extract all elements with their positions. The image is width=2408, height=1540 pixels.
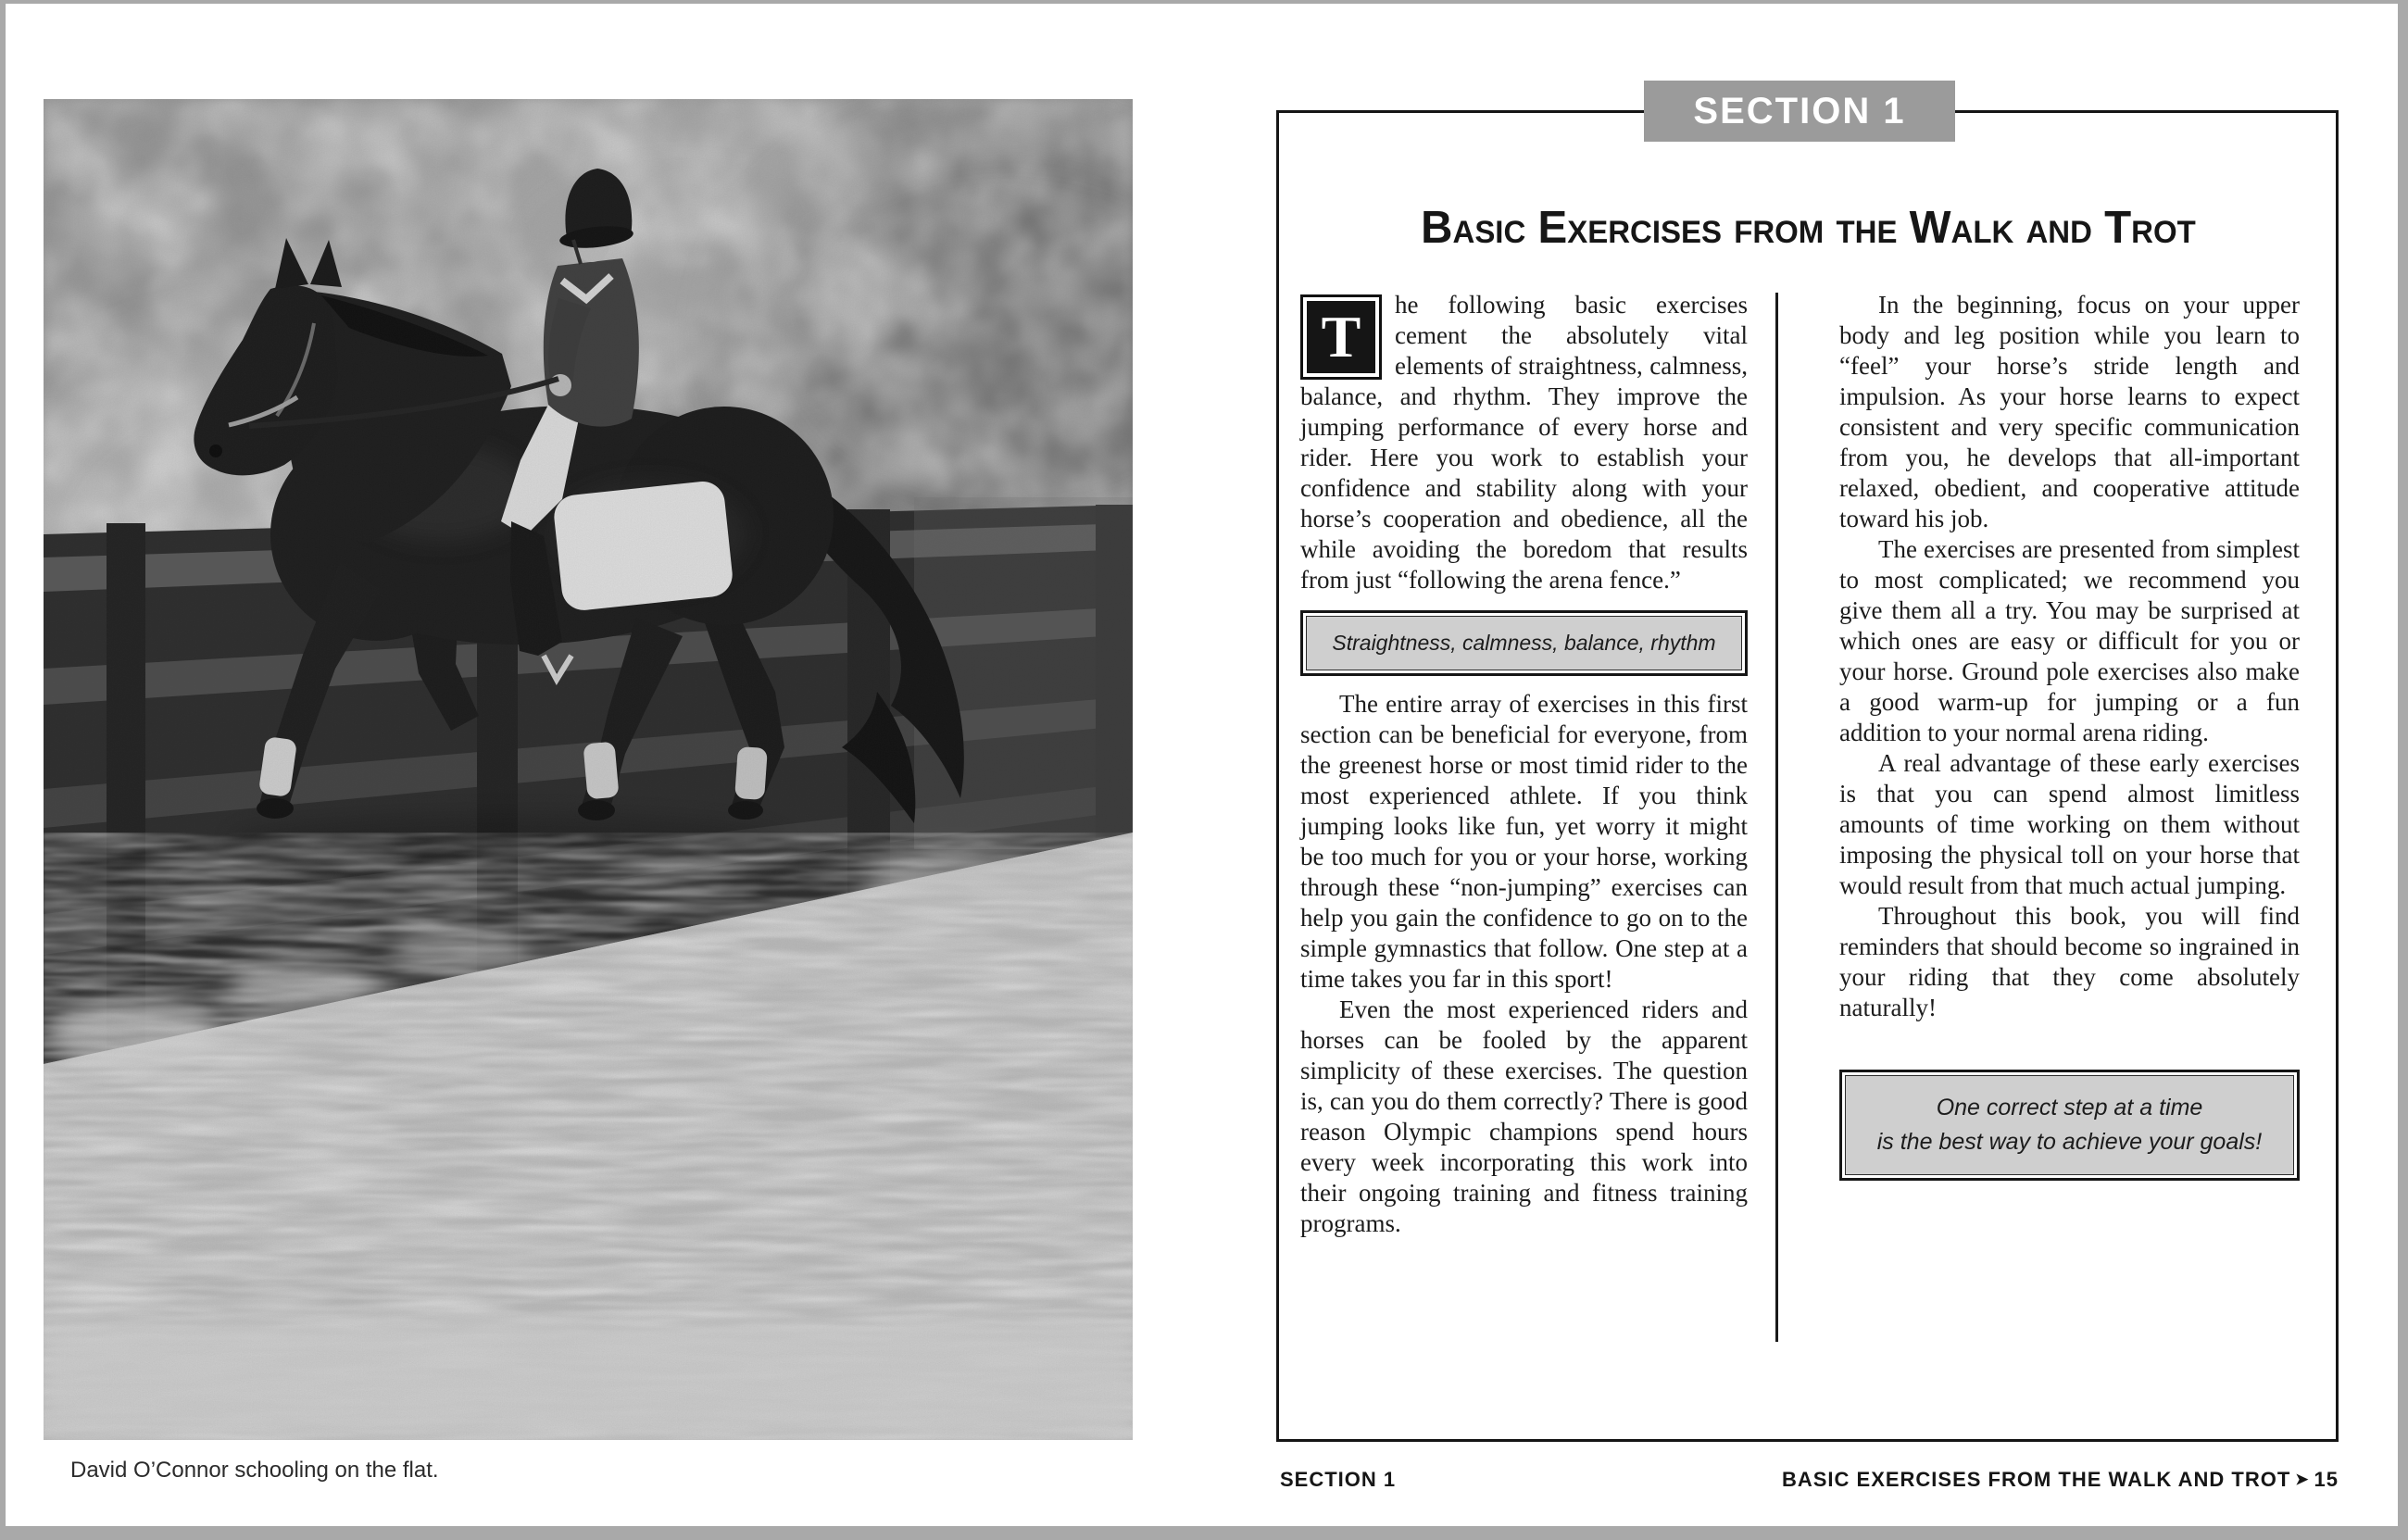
running-footer-section: SECTION 1 (1280, 1468, 1397, 1491)
photo-caption: David O’Connor schooling on the flat. (70, 1458, 439, 1483)
drop-cap-letter: T (1307, 301, 1375, 373)
frame-border-left (0, 0, 6, 1540)
running-footer-title (1782, 1468, 2339, 1492)
section-title: Basic Exercises from the Walk and Trot (1421, 203, 2196, 253)
frame-border-right (2398, 0, 2408, 1540)
column-divider (1775, 293, 1778, 1342)
text-column-right (1839, 290, 2300, 1181)
quote-box (1839, 1070, 2300, 1181)
paragraph: In the beginning, focus on your upper body and leg position while you learn to “feel” your horse’s stride length and impulsion. As your horse learns to expect consistent and very specific communication from you, he develops that all-important relaxed, obedient, and cooperative attitude toward his job. (1839, 291, 2300, 532)
horse-photo (44, 99, 1133, 1440)
paragraph: The exercises are presented from simplest to most complicated; we recommend you give them all a try. You may be surprised at which ones are easy or difficult for you or your horse. Ground pole exercises also make a good warm-up for jumping or a fun addition to your normal arena riding. (1839, 535, 2300, 746)
paragraph: Throughout this book, you will find reminders that should become so ingrained in your riding that they come absolutely naturally! (1839, 902, 2300, 1021)
paragraph: The entire array of exercises in this first section can be beneficial for everyone, from the greenest horse or most timid rider to the most experienced athlete. If you think jumping looks like fun, yet worry it might be too much for you or your horse, working through these “non-jumping” exercises can help you gain the confidence to go on to the simple gymnastics that follow. One step at a time takes you far in this sport! (1300, 690, 1748, 993)
photo-grain (44, 99, 1133, 1440)
paragraph: A real advantage of these early exercises is that you can spend almost limitless amounts of time working on them without imposing the physical toll on your horse that would result from that much actual jumping. (1839, 749, 2300, 899)
quote-line-2: is the best way to achieve your goals! (1876, 1129, 2263, 1155)
paragraph (1300, 290, 1748, 595)
callout-box (1300, 610, 1748, 676)
frame-border-top (0, 0, 2408, 4)
drop-cap (1300, 294, 1382, 380)
quote-line-1: One correct step at a time (1936, 1095, 2203, 1121)
horse-photo-illustration (44, 99, 1133, 1440)
footer-title-text: BASIC EXERCISES FROM THE WALK AND TROT (1781, 1468, 2291, 1491)
page-number: 15 (2314, 1468, 2339, 1491)
paragraph: Even the most experienced riders and horses can be fooled by the apparent simplicity of these exercises. The question is, can you do them correctly? There is good reason Olympic champions spend hours every week incorporating this work into their ongoing training and fitness training programs. (1300, 995, 1748, 1237)
text-column-left (1300, 290, 1748, 1239)
callout-text: Straightness, calmness, balance, rhythm (1306, 616, 1742, 670)
paragraph-text: he following basic exercises cement the absolutely vital elements of straightness, calmness, balance, and rhythm. They improve the jumping performance of every horse and rider. Here you work to establish your confidence and stability along with your horse’s cooperation and obedience, all the while avoiding the boredom that results from just “following the arena fence.” (1300, 291, 1748, 594)
quote-text (1845, 1075, 2294, 1175)
section-tab: SECTION 1 (1644, 81, 1955, 142)
frame-border-bottom (0, 1526, 2408, 1540)
arrow-icon: ➤ (2295, 1471, 2310, 1488)
